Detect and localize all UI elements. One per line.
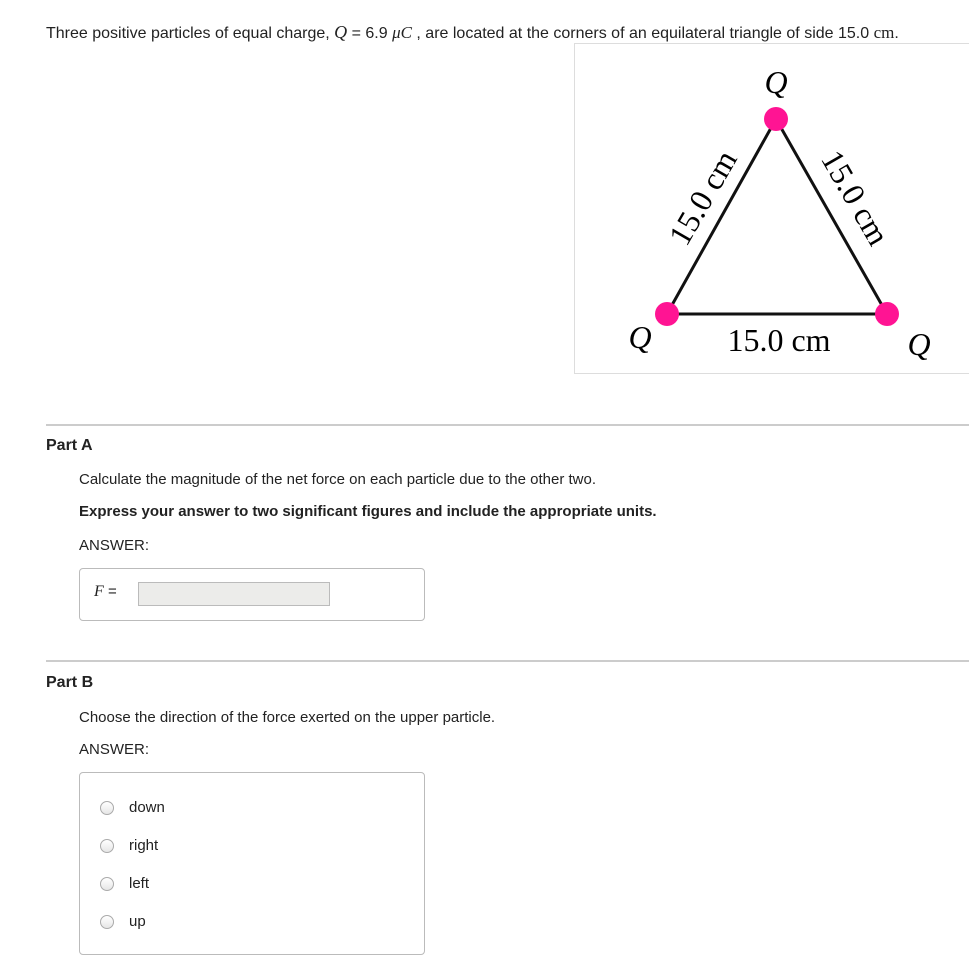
divider xyxy=(46,660,969,662)
part-a-title: Part A xyxy=(46,437,93,454)
radio-left[interactable] xyxy=(100,877,114,891)
left-side-label: 15.0 cm xyxy=(661,143,744,252)
right-charge xyxy=(875,302,899,326)
radio-up[interactable] xyxy=(100,915,114,929)
radio-down[interactable] xyxy=(100,801,114,815)
part-b-answer-label: ANSWER: xyxy=(79,741,150,758)
left-charge xyxy=(655,302,679,326)
top-charge-label: Q xyxy=(764,64,788,100)
left-charge-label: Q xyxy=(628,319,652,355)
divider xyxy=(46,424,969,426)
right-charge-label: Q xyxy=(907,326,931,362)
option-label: right xyxy=(129,837,159,854)
part-b-answer-box xyxy=(79,772,425,955)
option-label: left xyxy=(129,875,150,892)
part-a-question: Calculate the magnitude of the net force on each particle due to the other two. xyxy=(79,471,596,488)
part-b-title: Part B xyxy=(46,674,94,691)
part-b-question: Choose the direction of the force exerted on the upper particle. xyxy=(79,709,496,726)
force-label: F = xyxy=(94,583,117,600)
part-a-answer-label: ANSWER: xyxy=(79,537,150,554)
bottom-side-label: 15.0 cm xyxy=(727,322,831,358)
triangle-figure xyxy=(574,43,969,374)
option-label: down xyxy=(129,799,165,816)
part-a-instruction: Express your answer to two significant figures and include the appropriate units. xyxy=(79,503,657,520)
force-input[interactable] xyxy=(138,582,330,606)
right-side-label: 15.0 cm xyxy=(814,143,897,252)
radio-right[interactable] xyxy=(100,839,114,853)
part-a-answer-box xyxy=(79,568,425,621)
top-charge xyxy=(764,107,788,131)
option-label: up xyxy=(129,913,146,930)
problem-statement: Three positive particles of equal charge, Q = 6.9 μC , are located at the corners of an equilateral triangle of side 15.0 cm. xyxy=(46,22,899,42)
